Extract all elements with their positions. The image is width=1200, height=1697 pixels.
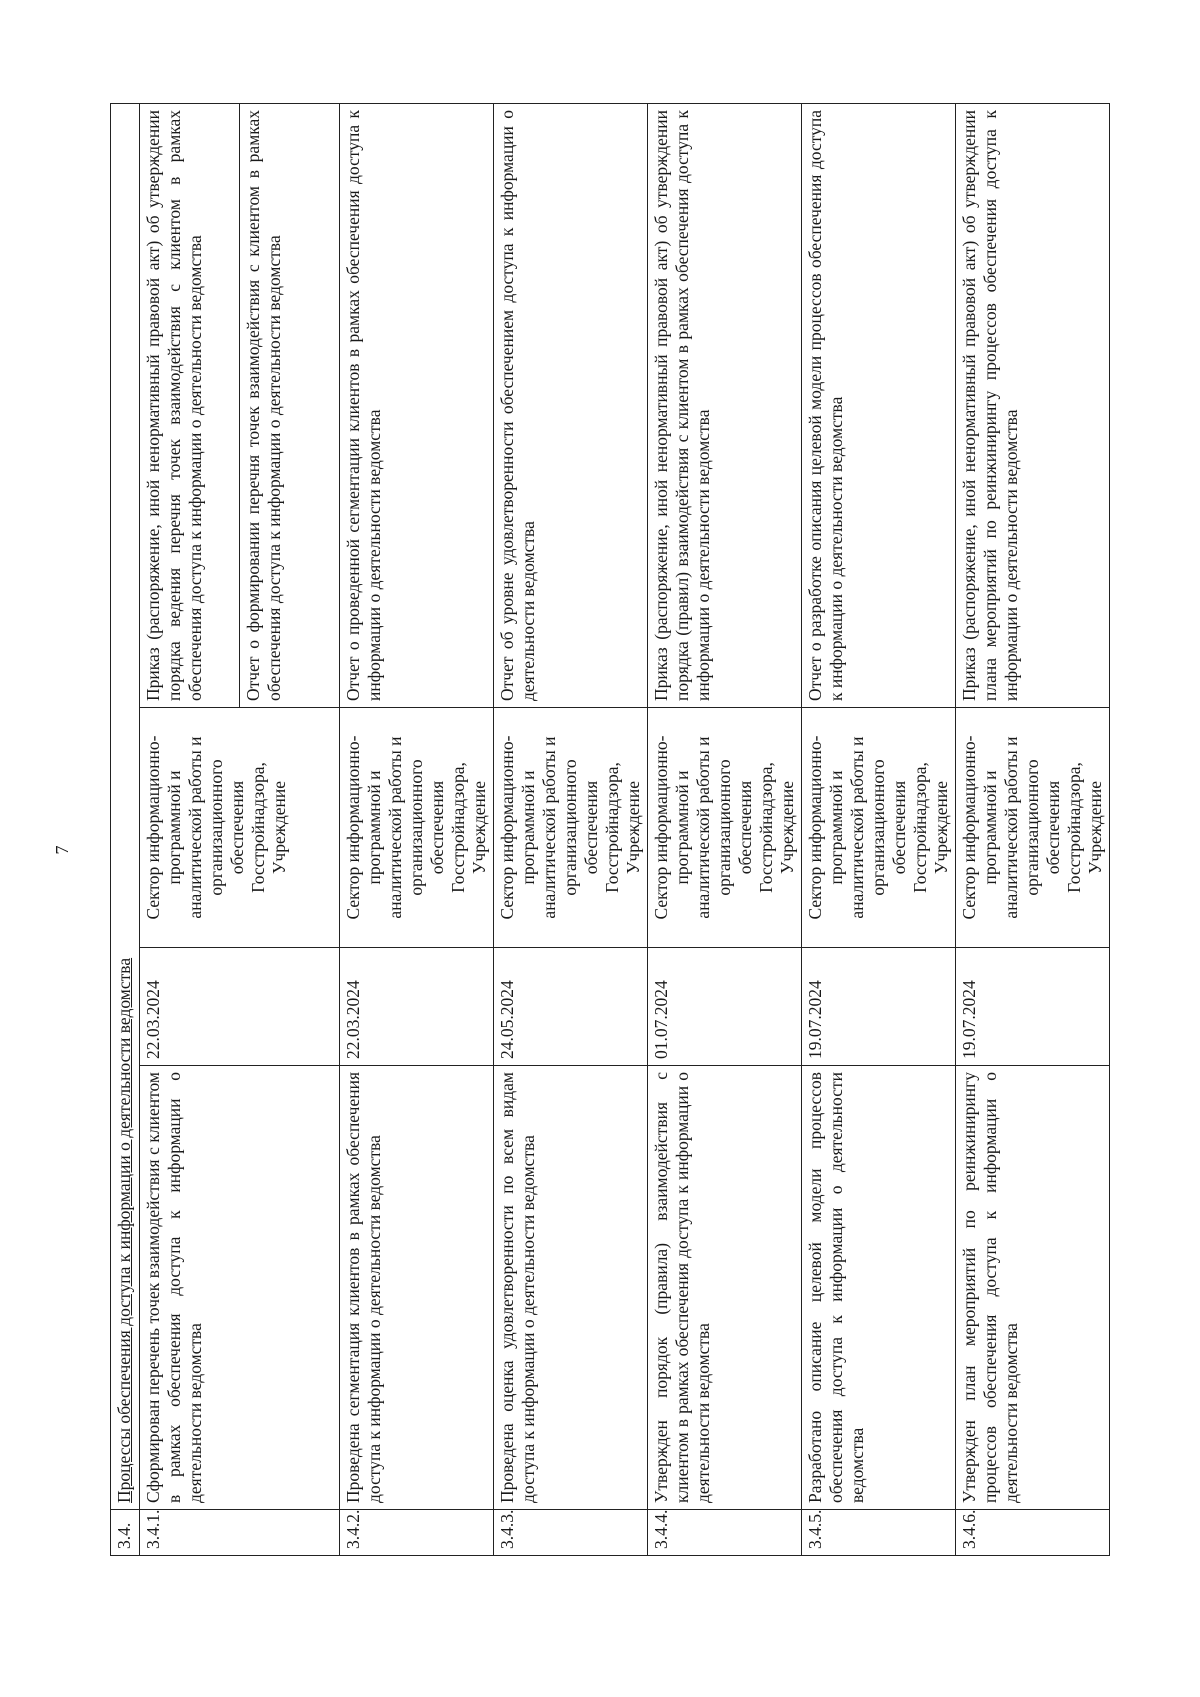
row-description: Проведена оценка удовлетворенности по всем видам доступа к информации о деятельности ведомства xyxy=(494,1066,648,1510)
section-header-row xyxy=(111,103,140,1555)
table-row xyxy=(340,103,494,1555)
row-date: 22.03.2024 xyxy=(340,948,494,1066)
row-number: 3.4.1. xyxy=(140,1510,340,1556)
row-number: 3.4.4. xyxy=(648,1510,802,1556)
row-responsible: Сектор информационно-программной и аналитической работы и организационного обеспечения Госстройнадзора, Учреждение xyxy=(802,708,956,948)
table-row xyxy=(956,103,1110,1555)
row-result: Приказ (распоряжение, иной ненормативный правовой акт) об утверждении плана мероприятий по реинжинирингу процессов обеспечения доступа к информации о деятельности ведомства xyxy=(956,103,1110,707)
table-row xyxy=(140,103,240,1555)
row-description: Разработано описание целевой модели процессов обеспечения доступа к информации о деятельности ведомства xyxy=(802,1066,956,1510)
row-description: Сформирован перечень точек взаимодействия с клиентом в рамках обеспечения доступа к информации о деятельности ведомства xyxy=(140,1066,340,1510)
table-row xyxy=(802,103,956,1555)
row-number: 3.4.6. xyxy=(956,1510,1110,1556)
row-result: Приказ (распоряжение, иной ненормативный правовой акт) об утверждении порядка ведения перечня точек взаимодействия с клиентом в рамках обеспечения доступа к информации о деятельности ведомства xyxy=(140,103,240,707)
row-result: Отчет о проведенной сегментации клиентов в рамках обеспечения доступа к информации о деятельности ведомства xyxy=(340,103,494,707)
row-result: Отчет о формировании перечня точек взаимодействия с клиентом в рамках обеспечения доступа к информации о деятельности ведомства xyxy=(240,103,340,707)
row-number: 3.4.5. xyxy=(802,1510,956,1556)
section-number: 3.4. xyxy=(111,1510,140,1556)
row-description: Утвержден план мероприятий по реинжинирингу процессов обеспечения доступа к информации о деятельности ведомства xyxy=(956,1066,1110,1510)
rotated-table-wrapper xyxy=(110,104,1105,1556)
row-responsible: Сектор информационно-программной и аналитической работы и организационного обеспечения Госстройнадзора, Учреждение xyxy=(140,708,340,948)
document-page xyxy=(110,104,1105,1556)
row-responsible: Сектор информационно-программной и аналитической работы и организационного обеспечения Госстройнадзора, Учреждение xyxy=(340,708,494,948)
row-number: 3.4.2. xyxy=(340,1510,494,1556)
row-number: 3.4.3. xyxy=(494,1510,648,1556)
page-number: 7 xyxy=(52,845,72,855)
row-result: Отчет об уровне удовлетворенности обеспечением доступа к информации о деятельности ведомства xyxy=(494,103,648,707)
row-date: 24.05.2024 xyxy=(494,948,648,1066)
row-description: Утвержден порядок (правила) взаимодействия с клиентом в рамках обеспечения доступа к информации о деятельности ведомства xyxy=(648,1066,802,1510)
row-result: Отчет о разработке описания целевой модели процессов обеспечения доступа к информации о деятельности ведомства xyxy=(802,103,956,707)
row-date: 19.07.2024 xyxy=(956,948,1110,1066)
row-date: 22.03.2024 xyxy=(140,948,340,1066)
row-date: 19.07.2024 xyxy=(802,948,956,1066)
row-responsible: Сектор информационно-программной и аналитической работы и организационного обеспечения Госстройнадзора, Учреждение xyxy=(648,708,802,948)
table-row xyxy=(648,103,802,1555)
row-result: Приказ (распоряжение, иной ненормативный правовой акт) об утверждении порядка (правил) взаимодействия с клиентом в рамках обеспечения доступа к информации о деятельности ведомства xyxy=(648,103,802,707)
plan-table xyxy=(110,103,1110,1556)
row-date: 01.07.2024 xyxy=(648,948,802,1066)
row-responsible: Сектор информационно-программной и аналитической работы и организационного обеспечения Госстройнадзора, Учреждение xyxy=(494,708,648,948)
row-responsible: Сектор информационно-программной и аналитической работы и организационного обеспечения Госстройнадзора, Учреждение xyxy=(956,708,1110,948)
section-title: Процессы обеспечения доступа к информации о деятельности ведомства xyxy=(111,103,140,1509)
row-description: Проведена сегментация клиентов в рамках обеспечения доступа к информации о деятельности ведомства xyxy=(340,1066,494,1510)
table-row xyxy=(494,103,648,1555)
